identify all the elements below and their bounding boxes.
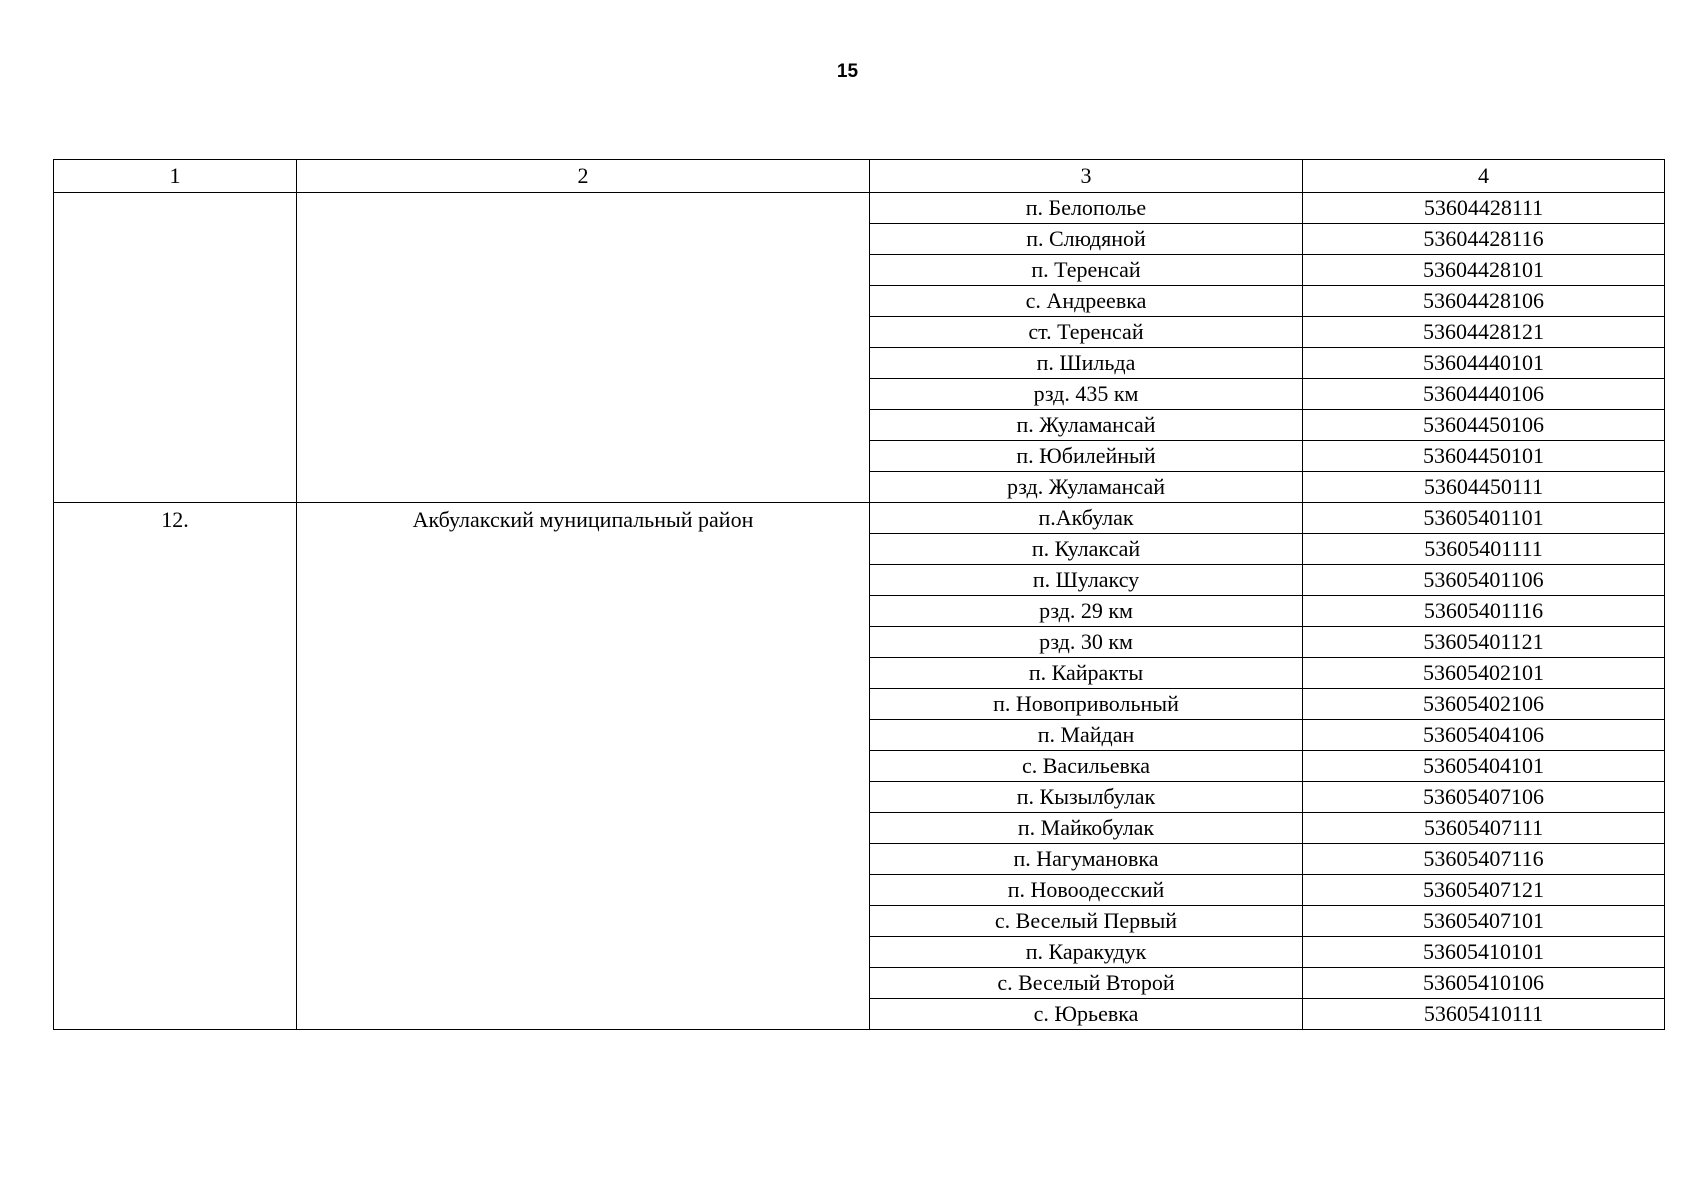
settlement-name-cell: п. Каракудук <box>870 937 1303 968</box>
settlement-code-cell: 53605401111 <box>1303 534 1665 565</box>
settlement-code-cell: 53605410101 <box>1303 937 1665 968</box>
settlement-code-cell: 53604440106 <box>1303 379 1665 410</box>
settlement-name-cell: с. Веселый Первый <box>870 906 1303 937</box>
settlement-name-cell: п. Юбилейный <box>870 441 1303 472</box>
settlement-name-cell: рзд. 29 км <box>870 596 1303 627</box>
settlement-name-cell: рзд. 435 км <box>870 379 1303 410</box>
settlement-code-cell: 53605407121 <box>1303 875 1665 906</box>
district-name-cell: Акбулакский муниципальный район <box>297 503 870 1030</box>
settlement-name-cell: п. Кызылбулак <box>870 782 1303 813</box>
settlement-code-cell: 53605401116 <box>1303 596 1665 627</box>
table-header <box>54 160 1665 193</box>
settlement-code-cell: 53605402106 <box>1303 689 1665 720</box>
settlement-name-cell: п. Новопривольный <box>870 689 1303 720</box>
table-row <box>54 503 1665 534</box>
settlement-name-cell: п. Новоодесский <box>870 875 1303 906</box>
settlement-code-cell: 53604428101 <box>1303 255 1665 286</box>
settlement-code-cell: 53605410106 <box>1303 968 1665 999</box>
settlement-code-cell: 53605410111 <box>1303 999 1665 1030</box>
settlement-name-cell: п. Кулаксай <box>870 534 1303 565</box>
settlement-name-cell: п. Майдан <box>870 720 1303 751</box>
settlement-name-cell: п. Кайракты <box>870 658 1303 689</box>
settlement-name-cell: с. Васильевка <box>870 751 1303 782</box>
settlement-name-cell: рзд. Жуламансай <box>870 472 1303 503</box>
settlement-code-cell: 53604450106 <box>1303 410 1665 441</box>
table-body <box>54 193 1665 1030</box>
settlement-code-cell: 53605404106 <box>1303 720 1665 751</box>
settlement-code-cell: 53605404101 <box>1303 751 1665 782</box>
settlement-name-cell: п. Теренсай <box>870 255 1303 286</box>
row-number-cell <box>54 193 297 503</box>
settlement-name-cell: п. Майкобулак <box>870 813 1303 844</box>
settlement-code-cell: 53605407111 <box>1303 813 1665 844</box>
district-name-cell <box>297 193 870 503</box>
settlement-code-cell: 53605401121 <box>1303 627 1665 658</box>
settlement-name-cell: п. Белополье <box>870 193 1303 224</box>
row-number-cell: 12. <box>54 503 297 1030</box>
settlement-name-cell: с. Веселый Второй <box>870 968 1303 999</box>
settlement-name-cell: п. Нагумановка <box>870 844 1303 875</box>
settlement-code-cell: 53605407116 <box>1303 844 1665 875</box>
settlement-name-cell: ст. Теренсай <box>870 317 1303 348</box>
page-number: 15 <box>836 61 859 82</box>
settlement-code-cell: 53605401101 <box>1303 503 1665 534</box>
settlement-name-cell: п. Шильда <box>870 348 1303 379</box>
settlement-code-cell: 53605402101 <box>1303 658 1665 689</box>
settlement-name-cell: п. Жуламансай <box>870 410 1303 441</box>
settlement-code-cell: 53604450111 <box>1303 472 1665 503</box>
header-row <box>54 160 1665 193</box>
table-row <box>54 193 1665 224</box>
settlement-code-cell: 53604428116 <box>1303 224 1665 255</box>
settlement-name-cell: п. Слюдяной <box>870 224 1303 255</box>
header-col-2: 2 <box>297 160 870 193</box>
settlement-code-cell: 53604428111 <box>1303 193 1665 224</box>
settlement-name-cell: п. Шулаксу <box>870 565 1303 596</box>
settlement-name-cell: рзд. 30 км <box>870 627 1303 658</box>
header-col-3: 3 <box>870 160 1303 193</box>
settlement-name-cell: п.Акбулак <box>870 503 1303 534</box>
settlement-code-cell: 53604440101 <box>1303 348 1665 379</box>
settlements-table <box>53 159 1665 1030</box>
settlement-code-cell: 53604428121 <box>1303 317 1665 348</box>
settlement-code-cell: 53605407101 <box>1303 906 1665 937</box>
header-col-4: 4 <box>1303 160 1665 193</box>
header-col-1: 1 <box>54 160 297 193</box>
settlement-code-cell: 53605407106 <box>1303 782 1665 813</box>
settlement-name-cell: с. Андреевка <box>870 286 1303 317</box>
settlement-code-cell: 53605401106 <box>1303 565 1665 596</box>
settlement-code-cell: 53604428106 <box>1303 286 1665 317</box>
settlement-code-cell: 53604450101 <box>1303 441 1665 472</box>
settlement-name-cell: с. Юрьевка <box>870 999 1303 1030</box>
